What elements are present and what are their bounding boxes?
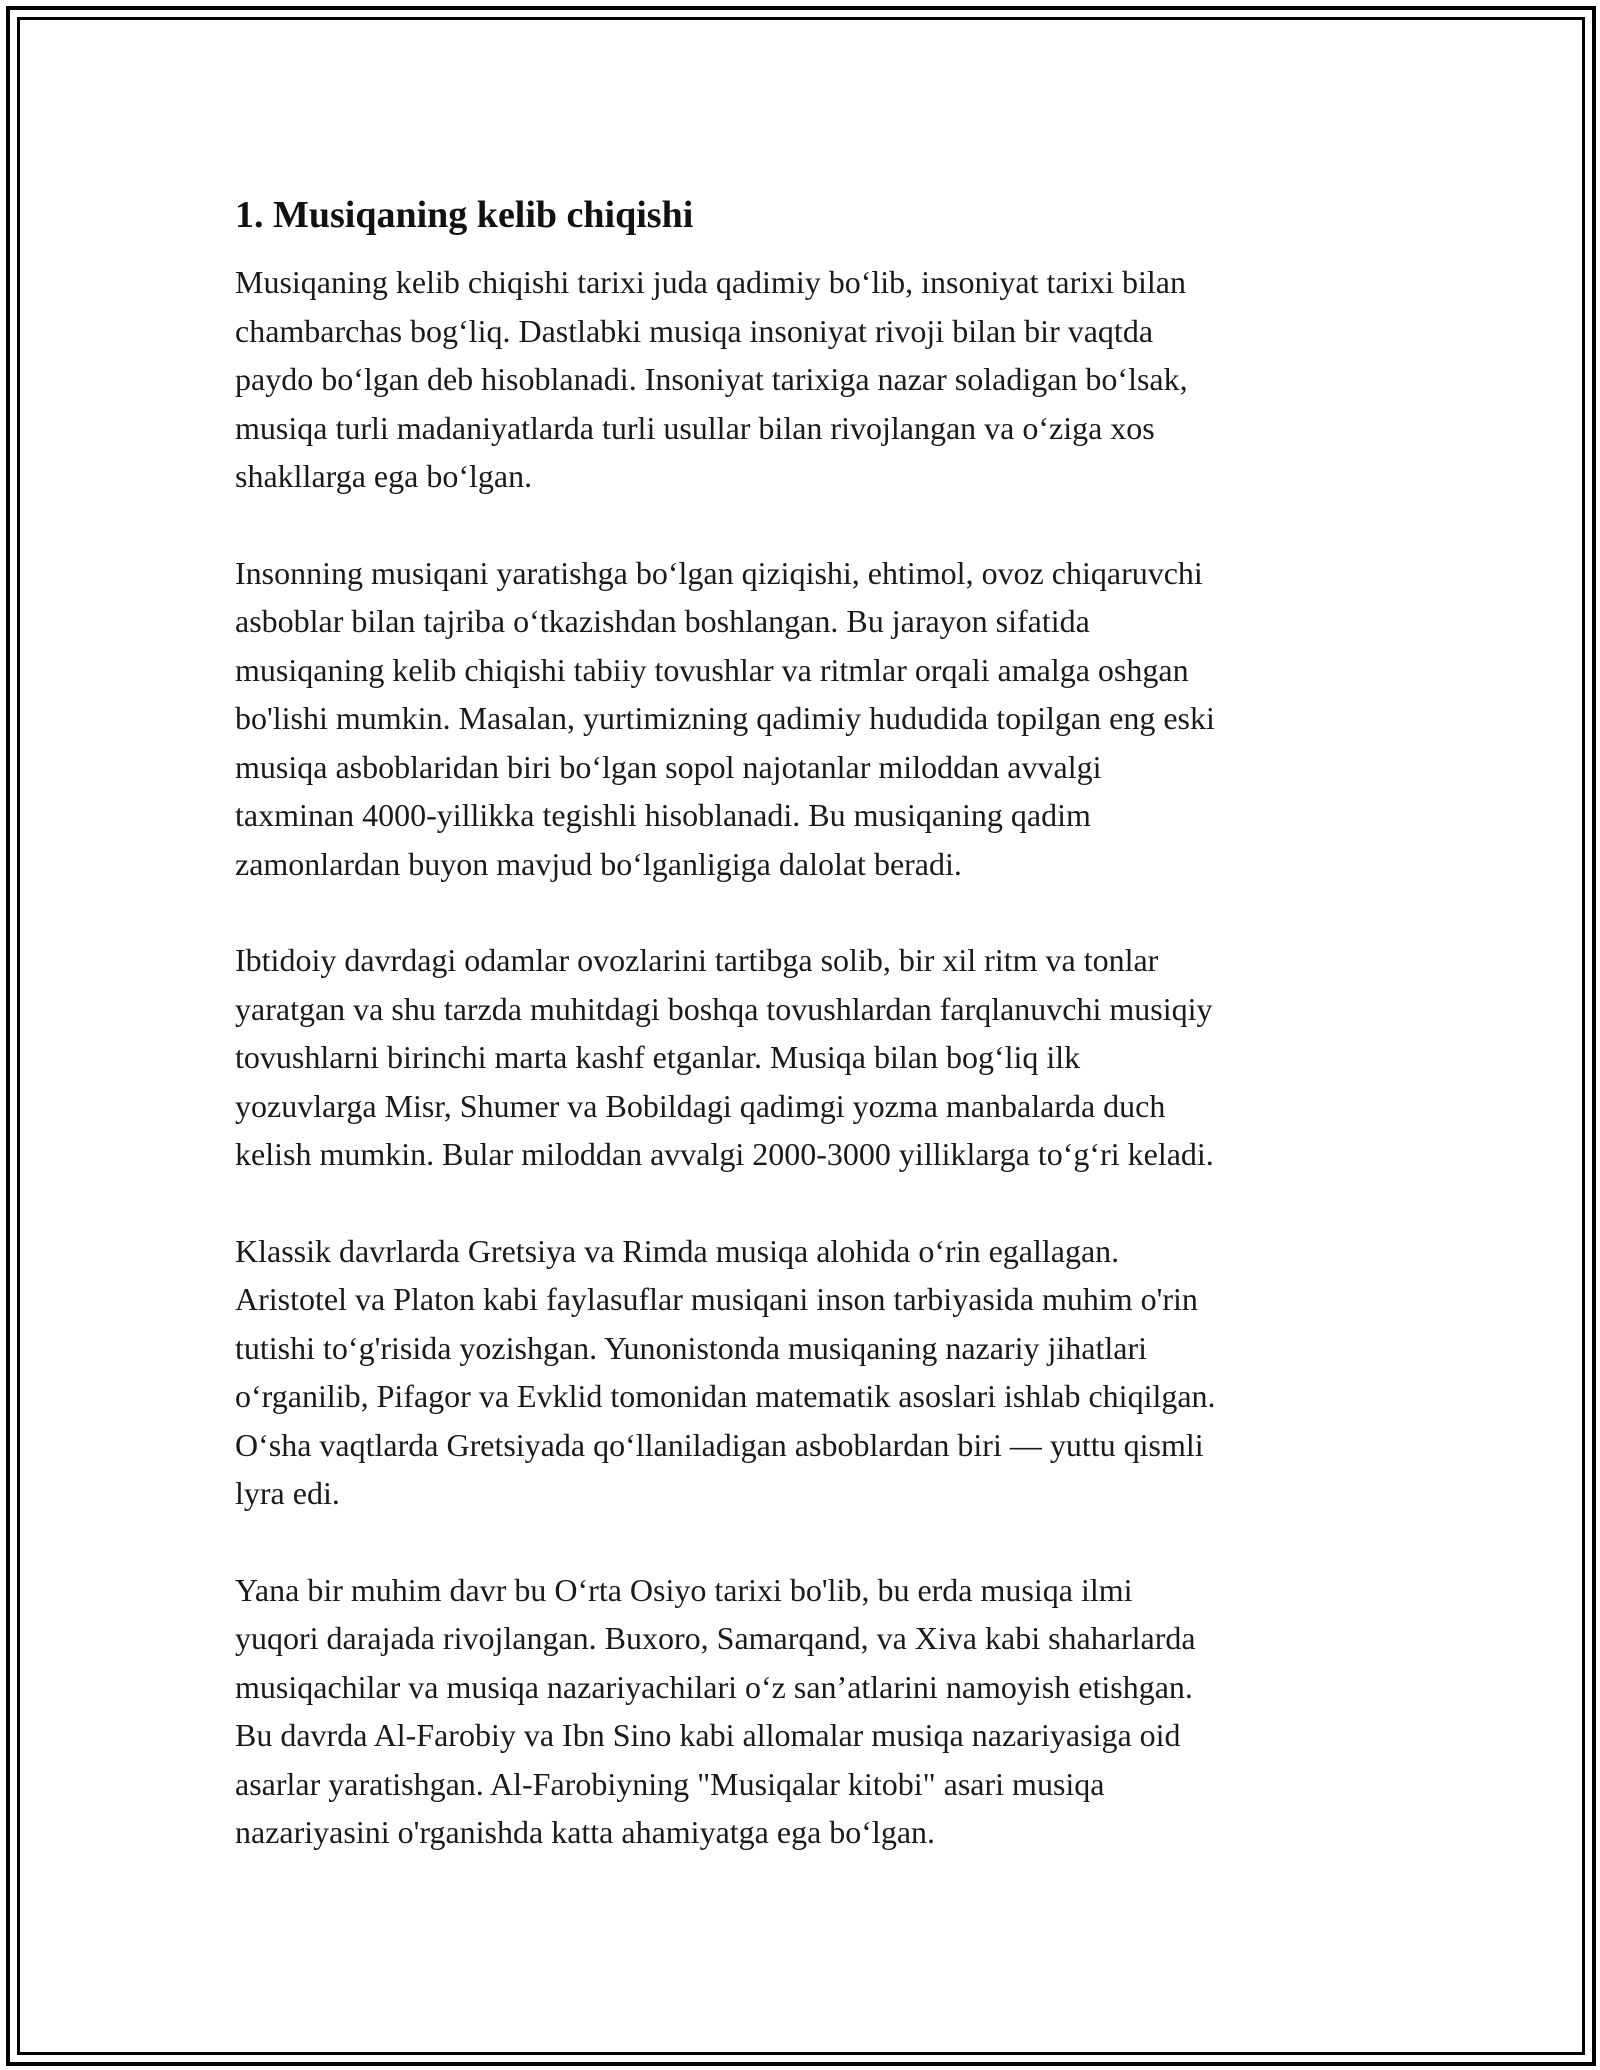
section-heading: 1. Musiqaning kelib chiqishi (235, 194, 694, 236)
paragraph-central-asia: Yana bir muhim davr bu Oʻrta Osiyo tarixi bo'lib, bu erda musiqa ilmi yuqori darajada rivojlangan. Buxoro, Samarqand, va Xiva kabi shaharlarda musiqachilar va musiqa nazariyachilari oʻz san’atlarini namoyish etishgan. Bu davrda Al-Farobiy va Ibn Sino kabi allomalar musiqa nazariyasiga oid asarlar yaratishgan. Al-Farobiyning "Musiqalar kitobi" asari musiqa nazariyasini o'rganishda katta ahamiyatga ega boʻlgan. (235, 1571, 1196, 1850)
paragraph-origin-history: Musiqaning kelib chiqishi tarixi juda qadimiy boʻlib, insoniyat tarixi bilan chambarchas bogʻliq. Dastlabki musiqa insoniyat rivoji bilan bir vaqtda paydo boʻlgan deb hisoblanadi. Insoniyat tarixiga nazar soladigan boʻlsak, musiqa turli madaniyatlarda turli usullar bilan rivojlangan va oʻziga xos shakllarga ega boʻlgan. (235, 264, 1188, 494)
paragraph-early-instruments: Insonning musiqani yaratishga boʻlgan qiziqishi, ehtimol, ovoz chiqaruvchi asboblar bilan tajriba oʻtkazishdan boshlangan. Bu jarayon sifatida musiqaning kelib chiqishi tabiiy tovushlar va ritmlar orqali amalga oshgan bo'lishi mumkin. Masalan, yurtimizning qadimiy hududida topilgan eng eski musiqa asboblaridan biri boʻlgan sopol najotanlar miloddan avvalgi taxminan 4000-yillikka tegishli hisoblanadi. Bu musiqaning qadim zamonlardan buyon mavjud boʻlganligiga dalolat beradi. (235, 554, 1215, 882)
document-body (235, 188, 1365, 1905)
paragraph-primitive-era: Ibtidoiy davrdagi odamlar ovozlarini tartibga solib, bir xil ritm va tonlar yaratgan va shu tarzda muhitdagi boshqa tovushlardan farqlanuvchi musiqiy tovushlarni birinchi marta kashf etganlar. Musiqa bilan bogʻliq ilk yozuvlarga Misr, Shumer va Bobildagi qadimgi yozma manbalarda duch kelish mumkin. Bular miloddan avvalgi 2000-3000 yilliklarga toʻgʻri keladi. (235, 942, 1214, 1172)
paragraph-classical-period: Klassik davrlarda Gretsiya va Rimda musiqa alohida oʻrin egallagan. Aristotel va Platon kabi faylasuflar musiqani inson tarbiyasida muhim o'rin tutishi toʻg'risida yozishgan. Yunonistonda musiqaning nazariy jihatlari oʻrganilib, Pifagor va Evklid tomonidan matematik asoslari ishlab chiqilgan. Oʻsha vaqtlarda Gretsiyada qoʻllaniladigan asboblardan biri — yuttu qismli lyra edi. (235, 1232, 1216, 1511)
